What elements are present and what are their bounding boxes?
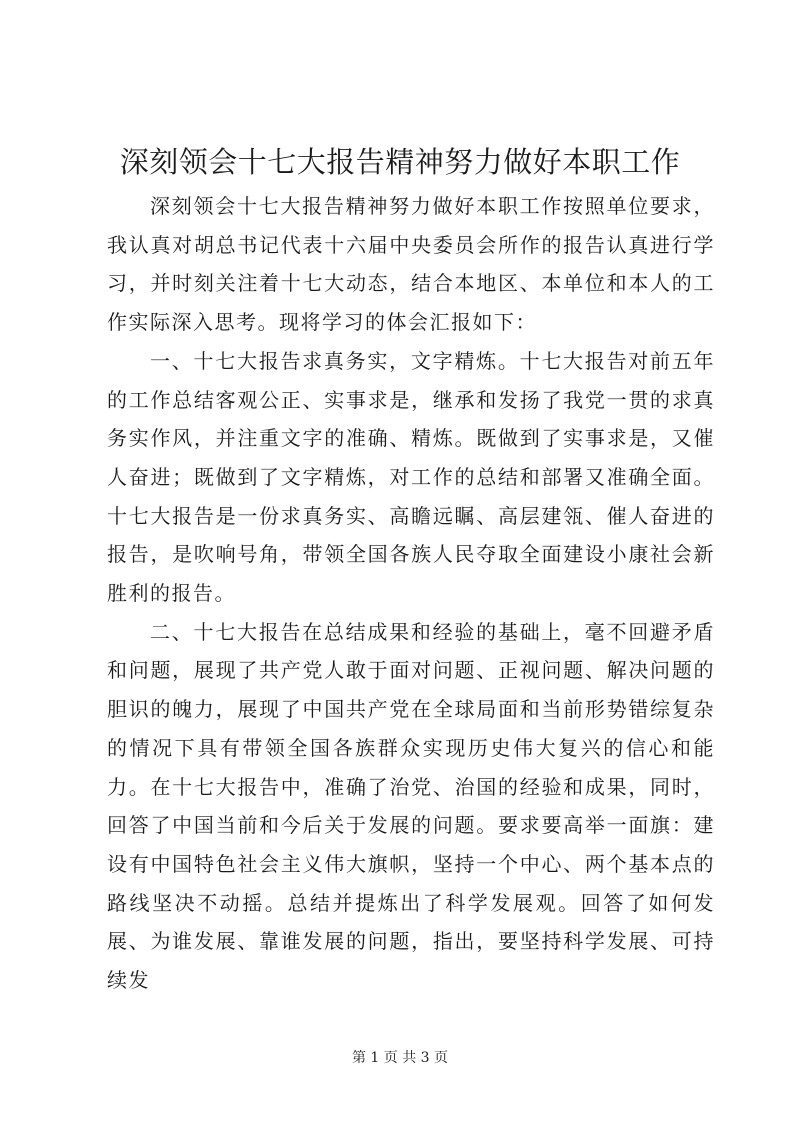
page-number-label: 第 1 页 共 3 页 — [351, 1050, 449, 1066]
paragraph-section-two: 二、十七大报告在总结成果和经验的基础上，毫不回避矛盾和问题，展现了共产党人敢于面对问题、正视问题、解决问题的胆识的魄力，展现了中国共产党在全球局面和当前形势错综复杂的情况下具有带领全国各族群众实现历史伟大复兴的信心和能力。在十七大报告中，准确了治党、治国的经验和成果，同时，回答了中国当前和今后关于发展的问题。要求要高举一面旗：建设有中国特色社会主义伟大旗帜，坚持一个中心、两个基本点的路线坚决不动摇。总结并提炼出了科学发展观。回答了如何发展、为谁发展、靠谁发展的问题，指出，要坚持科学发展、可持续发 — [107, 619, 715, 993]
paragraph-intro: 深刻领会十七大报告精神努力做好本职工作按照单位要求，我认真对胡总书记代表十六届中央委员会所作的报告认真进行学习，并时刻关注着十七大动态，结合本地区、本单位和本人的工作实际深入思考。现将学习的体会汇报如下： — [107, 194, 715, 335]
paragraph-section-one: 一、十七大报告求真务实，文字精炼。十七大报告对前五年的工作总结客观公正、实事求是，继承和发扬了我党一贯的求真务实作风，并注重文字的准确、精炼。既做到了实事求是，又催人奋进；既做到了文字精炼，对工作的总结和部署又准确全面。十七大报告是一份求真务实、高瞻远瞩、高层建瓴、催人奋进的报告，是吹响号角，带领全国各族人民夺取全面建设小康社会新胜利的报告。 — [107, 348, 715, 606]
document-title: 深刻领会十七大报告精神努力做好本职工作 — [119, 145, 681, 179]
page-footer — [0, 1048, 800, 1068]
document-body — [107, 187, 715, 1000]
